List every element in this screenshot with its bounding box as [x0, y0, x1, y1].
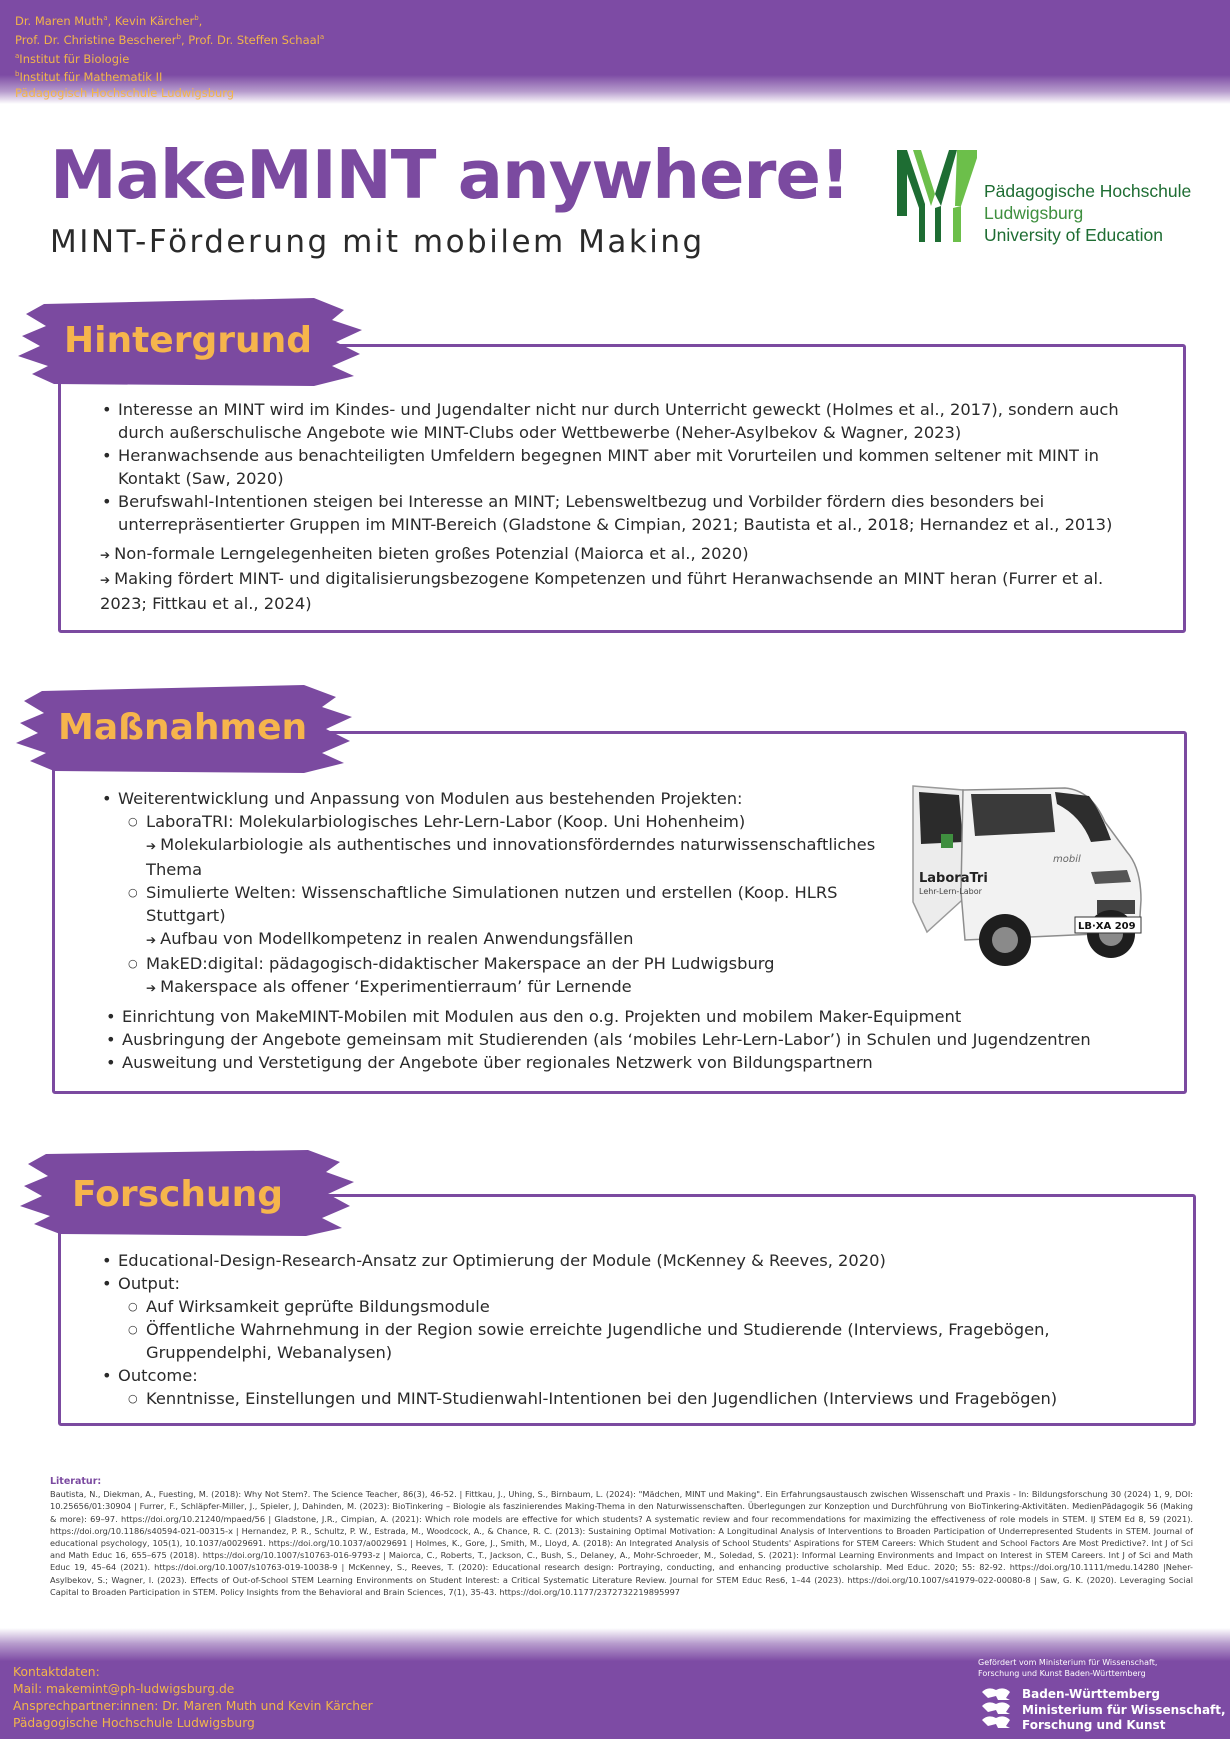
poster-subtitle: MINT-Förderung mit mobilem Making: [50, 224, 705, 260]
arrow-icon: ➔: [146, 839, 157, 853]
contact-heading: Kontaktdaten:: [13, 1665, 100, 1679]
arrow-icon: ➔: [100, 548, 111, 562]
list-item: • Berufswahl-Intentionen steigen bei Interesse an MINT; Lebensweltbezug und Vorbilder fördern dies besonders bei unterrepräsentierter Gruppen im MINT-Bereich (Gladstone & Cimpian, 2021; Bautista et al., 2018; Hernandez et al., 2013): [100, 490, 1140, 536]
literature-heading: Literatur:: [50, 1476, 102, 1487]
car-mobil-label: mobil: [1053, 854, 1081, 865]
ministry-name: Baden-Württemberg Ministerium für Wissenschaft, Forschung und Kunst: [1022, 1687, 1226, 1732]
arrow-item: ➔ Making fördert MINT- und digitalisierungsbezogene Kompetenzen und führt Heranwachsende an MINT heran (Furrer et al. 2023; Fittkau et al., 2024): [100, 569, 1104, 613]
arrow-item: ➔ Non-formale Lerngelegenheiten bieten großes Potenzial (Maiorca et al., 2020): [100, 544, 749, 563]
list-item: • Einrichtung von MakeMINT-Mobilen mit Modulen aus den o.g. Projekten und mobilem Maker-Equipment: [104, 1005, 1174, 1028]
makemint-mobile-car-image: [905, 782, 1150, 982]
forschung-content: [100, 1249, 1180, 1410]
funding-note: Gefördert vom Ministerium für Wissenschaft, Forschung und Kunst Baden-Württemberg: [978, 1658, 1158, 1678]
list-item: • Interesse an MINT wird im Kindes- und Jugendalter nicht nur durch Unterricht geweckt (Holmes et al., 2017), sondern auch durch außerschulische Angebote wie MINT-Clubs oder Wettbewerbe (Neher-Asylbekov & Wagner, 2023): [100, 398, 1140, 444]
outcome-item: ○ Kenntnisse, Einstellungen und MINT-Studienwahl-Intentionen bei den Jugendlichen (Interviews und Fragebögen): [100, 1387, 1180, 1410]
list-item: • Weiterentwicklung und Anpassung von Modulen aus bestehenden Projekten:: [100, 787, 910, 810]
hintergrund-content: [100, 398, 1140, 615]
authors-line-2: Prof. Dr. Christine Bescherer$^b$, Prof. Dr. Steffen Schaal$^a$: [15, 32, 325, 47]
car-brand: LaboraTri: [919, 871, 988, 886]
project-item: ○ MakED:digital: pädagogisch-didaktischer Makerspace an der PH Ludwigsburg: [100, 952, 910, 975]
project-result: ➔ Aufbau von Modellkompetenz in realen Anwendungsfällen: [146, 929, 634, 948]
list-item: • Ausbringung der Angebote gemeinsam mit Studierenden (als ‘mobiles Lehr-Lern-Labor’) in Schulen und Jugendzentren: [104, 1028, 1174, 1051]
project-result: ➔ Makerspace als offener ‘Experimentierraum’ für Lernende: [146, 977, 632, 996]
massnahmen-title: Maßnahmen: [58, 707, 308, 748]
project-item: ○ LaboraTRI: Molekularbiologisches Lehr-Lern-Labor (Koop. Uni Hohenheim): [100, 810, 910, 833]
arrow-icon: ➔: [146, 981, 157, 995]
list-item: • Heranwachsende aus benachteiligten Umfeldern begegnen MINT aber mit Vorurteilen und kommen seltener mit MINT in Kontakt (Saw, 2020): [100, 444, 1140, 490]
author-block: [15, 10, 324, 101]
list-item: • Output:: [100, 1272, 1180, 1295]
affiliation-a: $^a$Institut für Biologie: [15, 51, 130, 66]
author-university: Pädagogisch Hochschule Ludwigsburg: [15, 86, 235, 101]
forschung-title: Forschung: [72, 1174, 284, 1215]
arrow-icon: ➔: [146, 933, 157, 947]
baden-wuerttemberg-lions-icon: [978, 1686, 1014, 1730]
contact-block: [13, 1664, 373, 1732]
contact-persons: Ansprechpartner:innen: Dr. Maren Muth und Kevin Kärcher: [13, 1699, 373, 1713]
literature-block: [50, 1476, 1193, 1598]
massnahmen-content: [100, 787, 910, 1000]
project-result: ➔ Molekularbiologie als authentisches und innovationsförderndes naturwissenschaftliches Thema: [146, 835, 876, 879]
poster-title: MakeMINT anywhere!: [50, 136, 850, 214]
arrow-icon: ➔: [100, 573, 111, 587]
car-plate: LB·XA 209: [1078, 921, 1136, 932]
authors-line-1: Dr. Maren Muth$^a$, Kevin Kärcher$^b$,: [15, 13, 203, 28]
contact-mail[interactable]: Mail: makemint@ph-ludwigsburg.de: [13, 1682, 235, 1696]
project-item: ○ Simulierte Welten: Wissenschaftliche Simulationen nutzen und erstellen (Koop. HLRS Stuttgart): [100, 881, 910, 927]
contact-university: Pädagogische Hochschule Ludwigsburg: [13, 1716, 255, 1730]
list-item: • Ausweitung und Verstetigung der Angebote über regionales Netzwerk von Bildungspartnern: [104, 1051, 1174, 1074]
car-brand-sub: Lehr-Lern-Labor: [919, 887, 982, 896]
affiliation-b: $^b$Institut für Mathematik II: [15, 70, 163, 85]
list-item: • Educational-Design-Research-Ansatz zur Optimierung der Module (McKenney & Reeves, 2020): [100, 1249, 1180, 1272]
literature-text: Bautista, N., Diekman, A., Fuesting, M. (2018): Why Not Stem?. The Science Teacher, 86(3), 46-52. | Fittkau, J., Uhing, S., Birnbaum, L. (2024): "Mädchen, MINT und Making". Ein Erfahrungsaustausch zwischen Wissenschaft und Praxis - In: Bildungsforschung 30 (2024) 1, 9, DOI: 10.25656/01:30904 | Furrer, F., Schläpfer-Miller, J., Spieler, J, Dahinden, M. (2023): BioTinkering – Biologie als faszinierendes Making-Thema in den Naturwissenschaften. Überlegungen zur Konzeption und Durchführung von BioTinkering-Aktivitäten. MedienPädagogik 56 (Making & more): 69–97. https://doi.org/10.21240/mpaed/56 | Gladstone, J.R., Cimpian, A. (2021): Which role models are effective for which students? A systematic review and four recommendations for maximizing the effectiveness of role models in STEM. IJ STEM Ed 8, 59 (2021). https://doi.org/10.1186/s40594-021-00315-x | Hernandez, P. R., Schultz, P. W., Estrada, M., Woodcock, A., & Chance, R. C. (2013): Sustaining Optimal Motivation: A Longitudinal Analysis of Interventions to Broaden Participation of Underrepresented Students in STEM. Journal of educational psychology, 105(1), 10.1037/a0029691. https://doi.org/10.1037/a0029691 | Holmes, K., Gore, J., Smith, M., Lloyd, A. (2018): An Integrated Analysis of School Students' Aspirations for STEM Careers: Which Student and School Factors Are Most Predictive?. Int J of Sci and Math Educ 16, 655–675 (2018). https://doi.org/10.1007/s10763-016-9793-z | Maiorca, C., Roberts, T., Jackson, C., Bush, S., Delaney, A., Mohr-Schroeder, M., Soledad, S. (2021): Informal Learning Environments and Impact on Interest in STEM Careers. Int J of Sci and Math Educ 19, 45–64 (2021). https://doi.org/10.1007/s10763-019-10038-9 | McKenney, S., Reeves, T. (2020): Educational research design: Portraying, conducting, and enhancing productive scholarship. Med Educ. 2020; 55: 82-92. https://doi.org/10.1111/medu.14280 |Neher-Asylbekov, S.; Wagner, I. (2023). Effects of Out-of-School STEM Learning Environments on Student Interest: a Critical Systematic Literature Review. Journal for STEM Educ Res6, 1–44 (2023). https://doi.org/10.1007/s41979-022-00080-8 | Saw, G. K. (2020). Leveraging Social Capital to Broaden Participation in STEM. Policy Insights from the Behavioral and Brain Sciences, 7(1), 35-43. https://doi.org/10.1177/2372732219895997: [50, 1489, 1193, 1597]
output-item: ○ Auf Wirksamkeit geprüfte Bildungsmodule: [100, 1295, 1180, 1318]
ph-logo-text: Pädagogische Hochschule Ludwigsburg University of Education: [984, 181, 1192, 245]
hintergrund-title: Hintergrund: [64, 320, 313, 361]
massnahmen-bullets: [104, 1005, 1174, 1074]
list-item: • Outcome:: [100, 1364, 1180, 1387]
output-item: ○ Öffentliche Wahrnehmung in der Region sowie erreichte Jugendliche und Studierende (Interviews, Fragebögen, Gruppendelphi, Webanalysen): [100, 1318, 1180, 1364]
